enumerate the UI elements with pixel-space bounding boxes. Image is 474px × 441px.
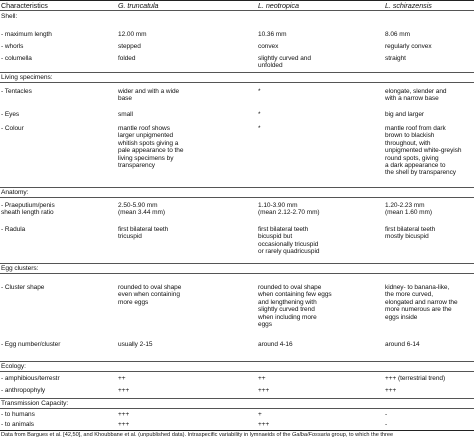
header-g-truncatula: G. truncatula: [118, 1, 159, 10]
row-value-n: +: [258, 411, 262, 418]
row-value-s: first bilateral teeth mostly bicuspid: [385, 226, 436, 241]
row-value-s: -: [385, 421, 388, 428]
section-ecology: Ecology:: [1, 363, 26, 370]
row-label: - Egg number/cluster: [1, 341, 61, 348]
row-label: - columella: [1, 55, 32, 62]
row-value-g: small: [118, 111, 133, 118]
section-rule: [0, 187, 474, 188]
section-anatomy: Anatomy:: [1, 189, 29, 196]
row-value-n: 10.36 mm: [258, 31, 287, 38]
row-value-n: +++: [258, 421, 270, 428]
header-l-schirazensis: L. schirazensis: [385, 1, 432, 10]
section-rule: [0, 371, 474, 372]
section-rule: [0, 408, 474, 409]
row-value-s: 8.06 mm: [385, 31, 410, 38]
footnote-text: Data from Bargues et al. [42,50], and Khoubbane et al. (unpublished data). Intraspecific variability in lymnaeids of the: [1, 432, 293, 438]
row-label: - Eyes: [1, 111, 20, 118]
row-value-g: folded: [118, 55, 136, 62]
row-value-n: ++: [258, 375, 266, 382]
row-value-s: mantle roof from dark brown to blackish throughout, with unpigmented white-greyish round spots, giving a dark appearance to the shell by transparency: [385, 125, 462, 177]
footnote-italic-group: Galba/Fossaria: [292, 432, 330, 438]
row-value-n: +++: [258, 387, 270, 394]
row-value-n: 1.10-3.90 mm (mean 2.12-2.70 mm): [258, 202, 320, 217]
row-value-s: -: [385, 411, 388, 418]
row-value-g: +++: [118, 387, 130, 394]
row-value-g: +++: [118, 421, 130, 428]
section-rule: [0, 273, 474, 274]
row-value-s: straight: [385, 55, 406, 62]
header-characteristics: Characteristics: [1, 1, 48, 10]
section-rule: [0, 361, 474, 362]
row-value-g: 12.00 mm: [118, 31, 147, 38]
section-transmission: Transmission Capacity:: [1, 400, 69, 407]
row-value-s: kidney- to banana-like, the more curved, elongated and narrow the more numerous are the eggs inside: [385, 284, 458, 321]
section-rule: [0, 197, 474, 198]
row-value-s: big and larger: [385, 111, 425, 118]
row-value-n: rounded to oval shape when containing few eggs and lengthening with slightly curved trend when including more eggs: [258, 284, 332, 329]
row-label: - whorls: [1, 43, 24, 50]
row-value-s: 1.20-2.23 mm (mean 1.60 mm): [385, 202, 432, 217]
row-label: - to humans: [1, 411, 35, 418]
row-value-s: regularly convex: [385, 43, 432, 50]
section-rule: [0, 263, 474, 264]
row-value-g: first bilateral teeth tricuspid: [118, 226, 169, 241]
row-value-s: +++: [385, 387, 397, 394]
row-value-n: *: [258, 111, 261, 118]
row-value-g: rounded to oval shape even when containing more eggs: [118, 284, 182, 306]
row-label: - Radula: [1, 226, 26, 233]
section-shell: Shell:: [1, 13, 18, 20]
row-label: - amphibious/terrestr: [1, 375, 60, 382]
section-living-specimens: Living specimens:: [1, 74, 53, 81]
row-value-g: wider and with a wide base: [118, 88, 180, 103]
row-value-n: *: [258, 125, 261, 132]
row-value-n: first bilateral teeth bicuspid but occasionally tricuspid or rarely quadricuspid: [258, 226, 320, 256]
row-value-n: slightly curved and unfolded: [258, 55, 311, 70]
row-value-s: elongate, slender and with a narrow base: [385, 88, 447, 103]
row-label: - maximum length: [1, 31, 52, 38]
row-value-g: +++: [118, 411, 130, 418]
row-label: - Tentacles: [1, 88, 32, 95]
table-footnote: [1, 432, 474, 438]
row-value-g: usually 2-15: [118, 341, 153, 348]
row-label: - Cluster shape: [1, 284, 45, 291]
row-value-n: convex: [258, 43, 279, 50]
row-label: - anthropophyly: [1, 387, 46, 394]
bottom-rule: [0, 430, 474, 431]
row-value-g: mantle roof shows larger unpigmented whitish spots giving a pale appearance to the living specimens by transparency: [118, 125, 184, 170]
section-rule: [0, 398, 474, 399]
row-value-g: stepped: [118, 43, 141, 50]
row-value-g: 2.50-5.90 mm (mean 3.44 mm): [118, 202, 165, 217]
footnote-text-end: group, to which the three: [329, 432, 394, 438]
row-value-s: +++ (terrestrial trend): [385, 375, 446, 382]
row-value-g: ++: [118, 375, 126, 382]
section-rule: [0, 72, 474, 73]
row-label: - Praeputium/penis sheath length ratio: [1, 202, 55, 217]
row-value-s: around 6-14: [385, 341, 420, 348]
row-label: - Colour: [1, 125, 24, 132]
row-label: - to animals: [1, 421, 34, 428]
section-rule: [0, 82, 474, 83]
row-value-n: around 4-16: [258, 341, 293, 348]
row-value-n: *: [258, 88, 261, 95]
header-l-neotropica: L. neotropica: [258, 1, 299, 10]
section-egg-clusters: Egg clusters:: [1, 265, 39, 272]
header-rule: [0, 10, 474, 11]
